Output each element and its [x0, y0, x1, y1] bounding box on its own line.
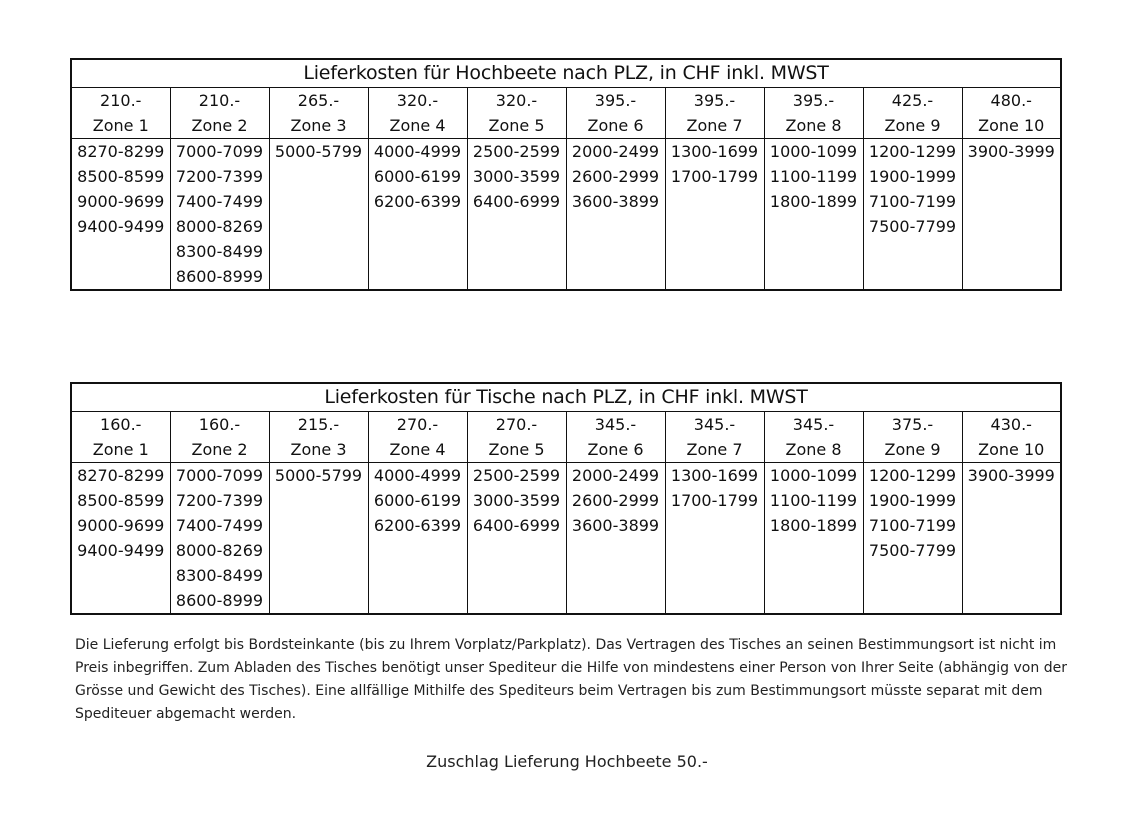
plz-range: 9400-9499 [77, 541, 165, 560]
zone-price: 375.- [891, 415, 934, 434]
plz-range: 3000-3599 [472, 167, 561, 186]
plz-range: 6400-6999 [472, 516, 561, 535]
zone-name: Zone 7 [686, 116, 743, 135]
plz-range: 7500-7799 [868, 217, 957, 236]
zone-price: 215.- [297, 415, 340, 434]
plz-range: 1300-1699 [670, 142, 759, 161]
zone-header-cell [170, 412, 269, 463]
plz-range: 9000-9699 [77, 192, 165, 211]
plz-range: 1700-1799 [670, 491, 759, 510]
plz-cell [269, 463, 368, 615]
zone-header-cell [467, 88, 566, 139]
zone-price: 265.- [297, 91, 340, 110]
plz-cell [170, 139, 269, 291]
plz-range: 6000-6199 [373, 167, 462, 186]
zone-price: 395.- [594, 91, 637, 110]
zone-price: 345.- [594, 415, 637, 434]
plz-range: 5000-5799 [274, 142, 363, 161]
zone-price: 430.- [990, 415, 1032, 434]
zone-price: 160.- [198, 415, 241, 434]
plz-range: 1100-1199 [769, 491, 858, 510]
plz-range: 8600-8999 [175, 591, 264, 610]
zone-name: Zone 4 [389, 440, 446, 459]
plz-range: 2500-2599 [472, 466, 561, 485]
zone-header-cell [764, 412, 863, 463]
plz-range: 4000-4999 [373, 466, 462, 485]
plz-range: 8300-8499 [175, 566, 264, 585]
plz-range: 1200-1299 [868, 466, 957, 485]
plz-cell [368, 463, 467, 615]
plz-range: 1900-1999 [868, 167, 957, 186]
zone-name: Zone 2 [191, 116, 248, 135]
zone-price: 345.- [792, 415, 835, 434]
zone-header-cell [764, 88, 863, 139]
zone-name: Zone 10 [978, 440, 1045, 459]
zone-header-cell [863, 88, 962, 139]
plz-cell [764, 139, 863, 291]
plz-cell [566, 463, 665, 615]
plz-range: 1800-1899 [769, 192, 858, 211]
plz-cell [71, 463, 170, 615]
zone-header-cell [665, 88, 764, 139]
plz-cell [71, 139, 170, 291]
zone-name: Zone 9 [884, 116, 941, 135]
zone-header-cell [71, 412, 170, 463]
plz-range: 6400-6999 [472, 192, 561, 211]
zone-header-cell [962, 412, 1061, 463]
plz-range: 8000-8269 [175, 541, 264, 560]
plz-range: 7000-7099 [175, 142, 264, 161]
plz-range: 7500-7799 [868, 541, 957, 560]
plz-range: 2000-2499 [571, 466, 660, 485]
plz-cell [665, 463, 764, 615]
zone-name: Zone 10 [978, 116, 1045, 135]
zone-price: 210.- [198, 91, 241, 110]
plz-range: 7100-7199 [868, 516, 957, 535]
plz-cell [665, 139, 764, 291]
plz-range: 2600-2999 [571, 167, 660, 186]
plz-range: 3900-3999 [967, 466, 1055, 485]
plz-range: 6200-6399 [373, 192, 462, 211]
plz-cell [764, 463, 863, 615]
zone-header-cell [170, 88, 269, 139]
plz-range: 9000-9699 [77, 516, 165, 535]
zone-header-cell [467, 412, 566, 463]
zone-header-cell [269, 412, 368, 463]
plz-range: 1200-1299 [868, 142, 957, 161]
zone-header-cell [566, 412, 665, 463]
zone-price: 320.- [396, 91, 439, 110]
plz-range: 8500-8599 [77, 167, 165, 186]
plz-cell [170, 463, 269, 615]
plz-range: 8270-8299 [77, 142, 165, 161]
zone-name: Zone 8 [785, 116, 842, 135]
zone-header-cell [269, 88, 368, 139]
tische-price-table [70, 382, 1062, 615]
plz-cell [863, 139, 962, 291]
plz-range: 1000-1099 [769, 466, 858, 485]
plz-range: 6200-6399 [373, 516, 462, 535]
zone-price: 395.- [693, 91, 736, 110]
zone-header-cell [71, 88, 170, 139]
zone-price: 480.- [990, 91, 1032, 110]
plz-range: 8300-8499 [175, 242, 264, 261]
hochbeete-price-table [70, 58, 1062, 291]
plz-cell [467, 139, 566, 291]
zone-header-row [71, 88, 1061, 139]
zone-name: Zone 2 [191, 440, 248, 459]
plz-range: 7200-7399 [175, 491, 264, 510]
surcharge-text: Zuschlag Lieferung Hochbeete 50.- [426, 752, 708, 771]
zone-name: Zone 1 [92, 440, 149, 459]
plz-cell [368, 139, 467, 291]
zone-header-cell [368, 88, 467, 139]
plz-cell [467, 463, 566, 615]
plz-range: 7400-7499 [175, 516, 264, 535]
zone-name: Zone 9 [884, 440, 941, 459]
plz-range: 8500-8599 [77, 491, 165, 510]
zone-name: Zone 4 [389, 116, 446, 135]
plz-range: 1300-1699 [670, 466, 759, 485]
plz-cell [962, 139, 1061, 291]
zone-price: 210.- [100, 91, 142, 110]
zone-header-cell [368, 412, 467, 463]
zone-header-cell [962, 88, 1061, 139]
plz-range: 9400-9499 [77, 217, 165, 236]
plz-cell [566, 139, 665, 291]
plz-range: 5000-5799 [274, 466, 363, 485]
zone-name: Zone 3 [290, 440, 347, 459]
zone-price: 160.- [100, 415, 142, 434]
zone-header-row [71, 412, 1061, 463]
plz-range: 7400-7499 [175, 192, 264, 211]
plz-range: 8600-8999 [175, 267, 264, 286]
plz-range: 1700-1799 [670, 167, 759, 186]
plz-range: 1900-1999 [868, 491, 957, 510]
table-title: Lieferkosten für Tische nach PLZ, in CHF inkl. MWST [71, 383, 1061, 412]
zone-price: 425.- [891, 91, 934, 110]
zone-name: Zone 1 [92, 116, 149, 135]
zone-header-cell [863, 412, 962, 463]
plz-range: 7200-7399 [175, 167, 264, 186]
plz-range: 4000-4999 [373, 142, 462, 161]
zone-name: Zone 6 [587, 440, 644, 459]
plz-range: 6000-6199 [373, 491, 462, 510]
plz-range: 2600-2999 [571, 491, 660, 510]
zone-price: 320.- [495, 91, 538, 110]
plz-range: 1000-1099 [769, 142, 858, 161]
plz-cell [863, 463, 962, 615]
plz-row [71, 463, 1061, 615]
zone-name: Zone 5 [488, 116, 545, 135]
plz-range: 2000-2499 [571, 142, 660, 161]
plz-range: 3000-3599 [472, 491, 561, 510]
plz-range: 8270-8299 [77, 466, 165, 485]
table-title: Lieferkosten für Hochbeete nach PLZ, in CHF inkl. MWST [71, 59, 1061, 88]
zone-price: 395.- [792, 91, 835, 110]
zone-price: 270.- [396, 415, 439, 434]
plz-range: 7100-7199 [868, 192, 957, 211]
zone-name: Zone 8 [785, 440, 842, 459]
plz-range: 1800-1899 [769, 516, 858, 535]
plz-range: 1100-1199 [769, 167, 858, 186]
zone-price: 270.- [495, 415, 538, 434]
zone-name: Zone 7 [686, 440, 743, 459]
delivery-note: Die Lieferung erfolgt bis Bordsteinkante (bis zu Ihrem Vorplatz/Parkplatz). Das Vertragen des Tisches an seinen Bestimmungsort ist nicht im Preis inbegriffen. Zum Abladen des Tisches benötigt unser Spediteur die Hilfe von mindestens einer Person von Ihrer Seite (abhängig von der Grösse und Gewicht des Tisches). Eine allfällige Mithilfe des Spediteurs beim Vertragen bis zum Bestimmungsort müsste separat mit dem Spediteuer abgemacht werden. [75, 637, 1067, 722]
plz-row [71, 139, 1061, 291]
plz-cell [269, 139, 368, 291]
zone-name: Zone 3 [290, 116, 347, 135]
zone-header-cell [665, 412, 764, 463]
plz-range: 3600-3899 [571, 516, 660, 535]
plz-range: 7000-7099 [175, 466, 264, 485]
zone-price: 345.- [693, 415, 736, 434]
zone-name: Zone 5 [488, 440, 545, 459]
plz-range: 2500-2599 [472, 142, 561, 161]
plz-range: 8000-8269 [175, 217, 264, 236]
plz-range: 3900-3999 [967, 142, 1055, 161]
zone-header-cell [566, 88, 665, 139]
zone-name: Zone 6 [587, 116, 644, 135]
plz-cell [962, 463, 1061, 615]
plz-range: 3600-3899 [571, 192, 660, 211]
